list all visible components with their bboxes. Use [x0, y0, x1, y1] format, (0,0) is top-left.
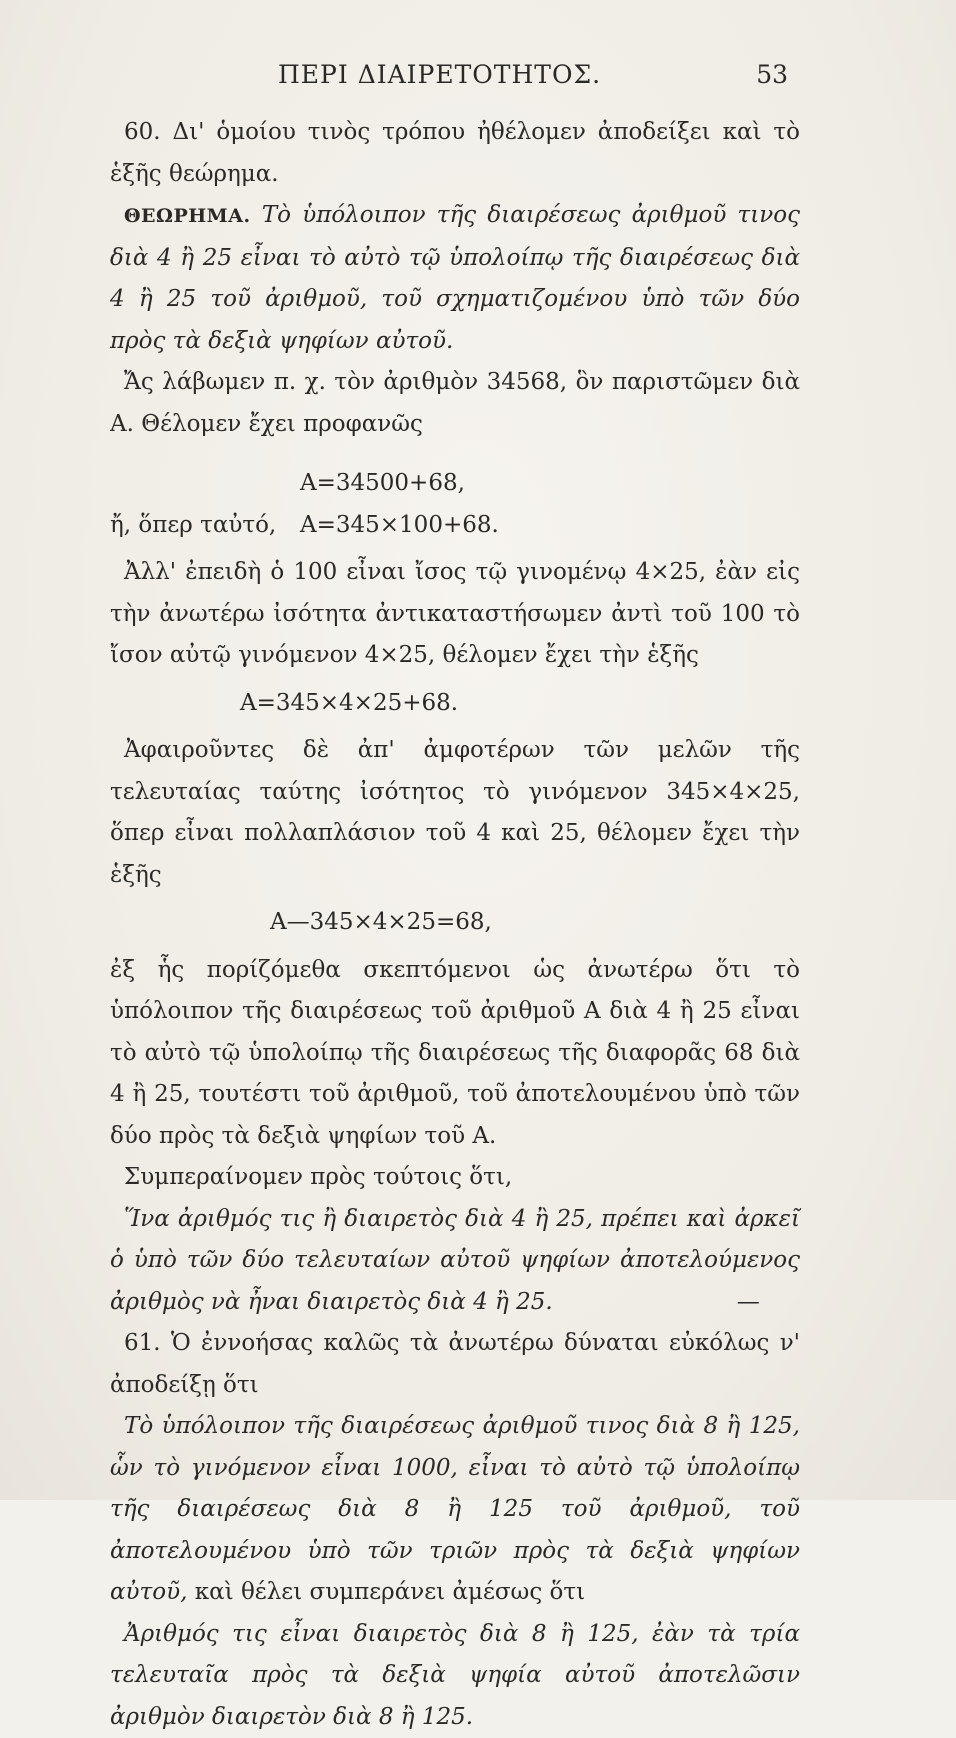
equation — [110, 902, 800, 944]
section-number: 61. — [124, 1330, 161, 1356]
header-title: ΠΕΡΙ ΔΙΑΙΡΕΤΟΤΗΤΟΣ. — [278, 60, 601, 89]
rule-dash: — — [723, 1282, 760, 1324]
equation — [110, 463, 800, 505]
theorem — [110, 195, 800, 362]
paragraph: Συμπεραίνομεν πρὸς τούτοις ὅτι, — [110, 1157, 800, 1199]
rule-statement — [110, 1199, 800, 1324]
rule-text: Ἵνα ἀριθμός τις ἢ διαιρετὸς διὰ 4 ἢ 25, πρέπει καὶ ἀρκεῖ ὁ ὑπὸ τῶν δύο τελευταίων αὐτοῦ ψηφίων ἀποτελούμενος ἀριθμὸς νὰ ἦναι διαιρετὸς διὰ 4 ἢ 25. — [110, 1206, 800, 1315]
equation — [110, 505, 800, 547]
theorem-statement — [110, 1406, 800, 1614]
paragraph: Ἄς λάβωμεν π. χ. τὸν ἀριθμὸν 34568, ὃν παριστῶμεν διὰ Α. Θέλομεν ἔχει προφανῶς — [110, 362, 800, 445]
theorem-text: Τὸ ὑπόλοιπον τῆς διαιρέσεως ἀριθμοῦ τινος διὰ 4 ἢ 25 εἶναι τὸ αὐτὸ τῷ ὑπολοίπῳ τῆς διαιρέσεως διὰ 4 ἢ 25 τοῦ ἀριθμοῦ, τοῦ σχηματιζομένου ὑπὸ τῶν δύο πρὸς τὰ δεξιὰ ψηφίων αὐτοῦ. — [110, 202, 800, 354]
section-number: 60. — [124, 119, 161, 145]
theorem-text: Τὸ ὑπόλοιπον τῆς διαιρέσεως ἀριθμοῦ τινος διὰ 8 ἢ 125, ὧν τὸ γινόμενον εἶναι 1000, εἶναι τὸ αὐτὸ τῷ ὑπολοίπῳ τῆς διαιρέσεως διὰ 8 ἢ 125 τοῦ ἀριθμοῦ, τοῦ ἀποτελουμένου ὑπὸ τῶν τριῶν πρὸς τὰ δεξιὰ ψηφίων αὐτοῦ, — [110, 1413, 800, 1605]
paragraph: Ἀλλ' ἐπειδὴ ὁ 100 εἶναι ἴσος τῷ γινομένῳ 4×25, ἐὰν εἰς τὴν ἀνωτέρω ἰσότητα ἀντικαταστήσωμεν ἀντὶ τοῦ 100 τὸ ἴσον αὐτῷ γινόμενον 4×25, θέλομεν ἔχει τὴν ἑξῆς — [110, 552, 800, 677]
section-text: Δι' ὁμοίου τινὸς τρόπου ἠθέλομεν ἀποδείξει καὶ τὸ ἑξῆς θεώρημα. — [110, 119, 800, 187]
equation-math: Α=34500+68, — [300, 463, 465, 505]
running-header — [110, 60, 800, 100]
section-61 — [110, 1323, 800, 1406]
paragraph: ἐξ ἧς πορίζόμεθα σκεπτόμενοι ὡς ἀνωτέρω ὅτι τὸ ὑπόλοιπον τῆς διαιρέσεως τοῦ ἀριθμοῦ Α διὰ 4 ἢ 25 εἶναι τὸ αὐτὸ τῷ ὑπολοίπῳ τῆς διαιρέσεως τῆς διαφορᾶς 68 διὰ 4 ἢ 25, τουτέστι τοῦ ἀριθμοῦ, τοῦ ἀποτελουμένου ὑπὸ τῶν δύο πρὸς τὰ δεξιὰ ψηφίων τοῦ Α. — [110, 950, 800, 1158]
equation-math: Α=345×100+68. — [300, 505, 499, 547]
section-60 — [110, 112, 800, 195]
equation-label: ἤ, ὅπερ ταὐτό, — [110, 505, 276, 547]
rule-statement: Ἀριθμός τις εἶναι διαιρετὸς διὰ 8 ἢ 125, ἐὰν τὰ τρία τελευταῖα πρὸς τὰ δεξιὰ ψηφία αὐτοῦ ἀποτελῶσιν ἀριθμὸν διαιρετὸν διὰ 8 ἢ 125. — [110, 1614, 800, 1738]
equation — [110, 683, 800, 725]
paragraph: Ἀφαιροῦντες δὲ ἀπ' ἀμφοτέρων τῶν μελῶν τῆς τελευταίας ταύτης ἰσότητος τὸ γινόμενον 345×4×25, ὅπερ εἶναι πολλαπλάσιον τοῦ 4 καὶ 25, θέλομεν ἔχει τὴν ἑξῆς — [110, 730, 800, 896]
theorem-label: ΘΕΩΡΗΜΑ. — [124, 205, 251, 227]
paragraph-tail: καὶ θέλει συμπεράνει ἀμέσως ὅτι — [195, 1579, 585, 1605]
page-number: 53 — [756, 60, 788, 89]
equation-math: Α=345×4×25+68. — [240, 683, 458, 725]
section-text: Ὁ ἐννοήσας καλῶς τὰ ἀνωτέρω δύναται εὐκόλως ν' ἀποδείξῃ ὅτι — [110, 1330, 800, 1398]
equation-math: Α—345×4×25=68, — [270, 902, 492, 944]
page-body — [110, 112, 800, 1738]
